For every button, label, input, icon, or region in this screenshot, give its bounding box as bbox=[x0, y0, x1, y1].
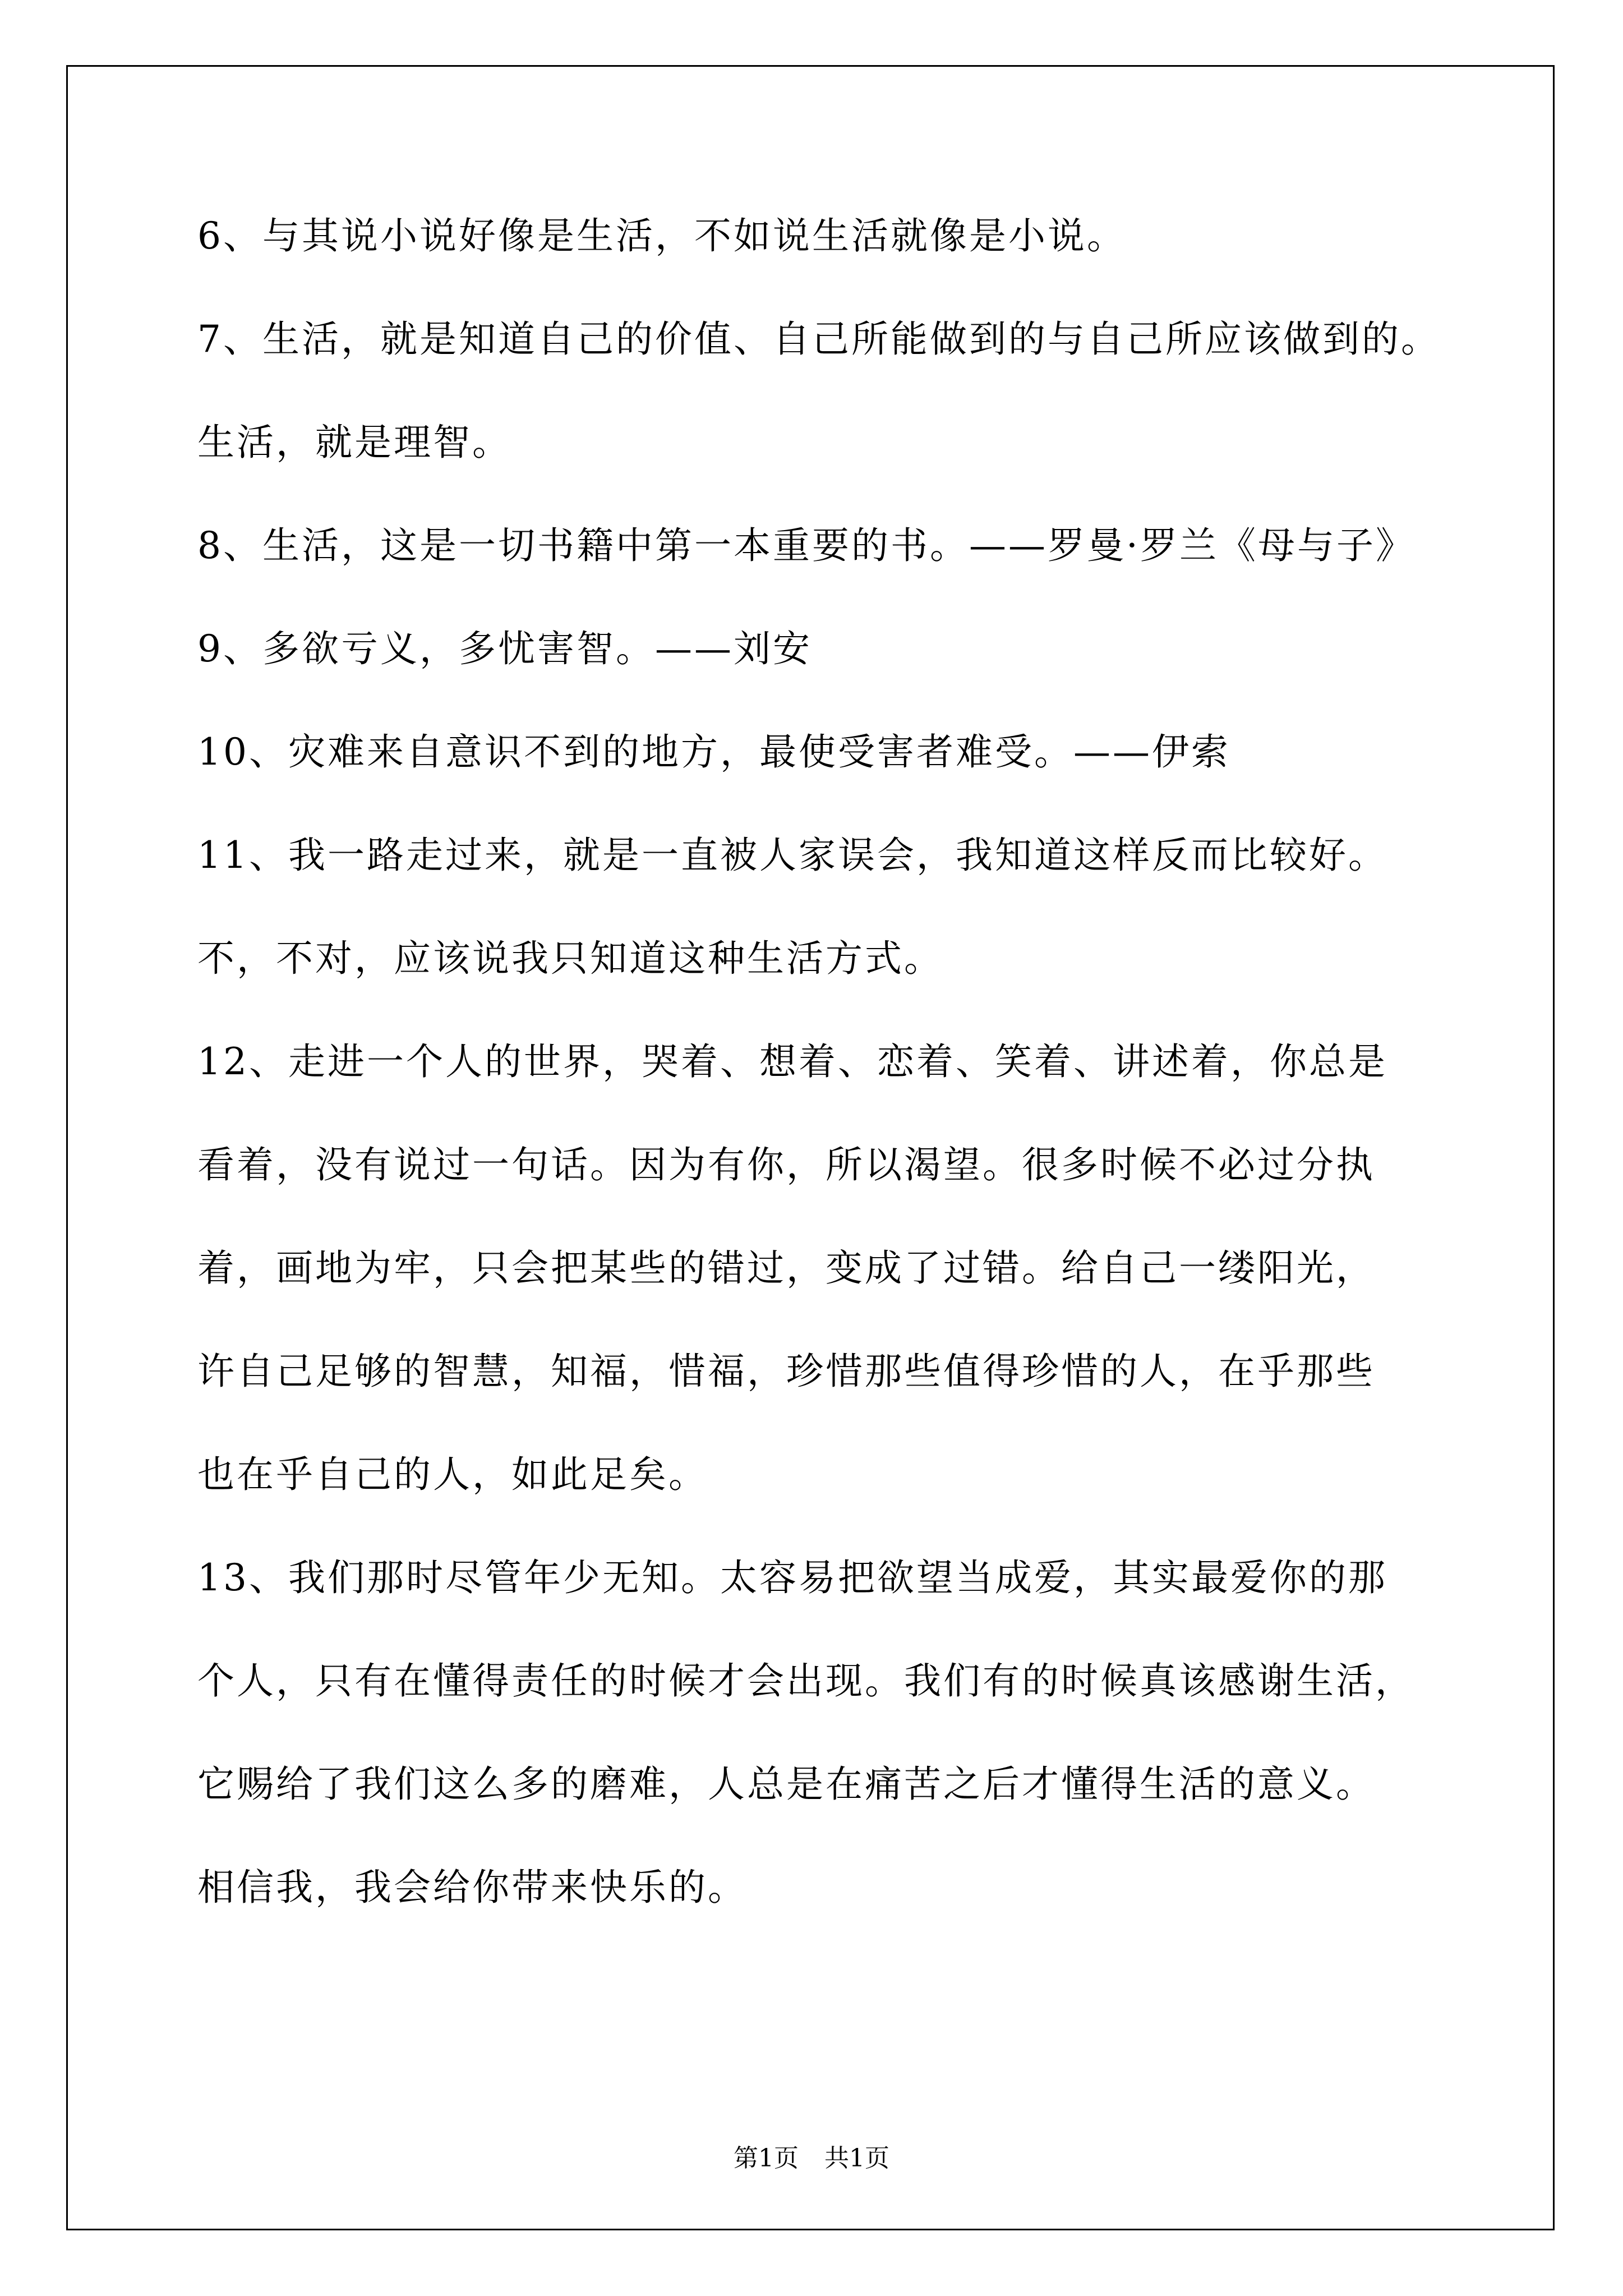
page-number: 第1页 bbox=[734, 2144, 799, 2173]
page-total: 共1页 bbox=[824, 2144, 889, 2173]
text-line: 11、我一路走过来，就是一直被人家误会，我知道这样反而比较好。 bbox=[197, 834, 1387, 877]
text-line: 9、多欲亏义，多忧害智。——刘安 bbox=[197, 627, 812, 670]
text-line: 6、与其说小说好像是生活，不如说生活就像是小说。 bbox=[197, 214, 1126, 257]
text-line: 看着，没有说过一句话。因为有你，所以渴望。很多时候不必过分执 bbox=[197, 1143, 1375, 1186]
text-line: 12、走进一个人的世界，哭着、想着、恋着、笑着、讲述着，你总是 bbox=[197, 1040, 1387, 1083]
text-line: 许自己足够的智慧，知福，惜福，珍惜那些值得珍惜的人，在乎那些 bbox=[197, 1350, 1375, 1393]
text-line: 相信我，我会给你带来快乐的。 bbox=[197, 1866, 747, 1909]
text-line: 8、生活，这是一切书籍中第一本重要的书。——罗曼·罗兰《母与子》 bbox=[197, 524, 1415, 567]
text-line: 个人，只有在懂得责任的时候才会出现。我们有的时候真该感谢生活， bbox=[197, 1659, 1414, 1703]
text-line: 着，画地为牢，只会把某些的错过，变成了过错。给自己一缕阳光， bbox=[197, 1246, 1375, 1290]
text-line: 13、我们那时尽管年少无知。太容易把欲望当成爱，其实最爱你的那 bbox=[197, 1556, 1387, 1599]
text-line: 10、灾难来自意识不到的地方，最使受害者难受。——伊索 bbox=[197, 730, 1230, 774]
text-line: 不，不对，应该说我只知道这种生活方式。 bbox=[197, 937, 943, 980]
text-line: 7、生活，就是知道自己的价值、自己所能做到的与自己所应该做到的。 bbox=[197, 318, 1440, 361]
text-line: 它赐给了我们这么多的磨难，人总是在痛苦之后才懂得生活的意义。 bbox=[197, 1763, 1375, 1806]
text-line: 生活，就是理智。 bbox=[197, 421, 511, 464]
text-line: 也在乎自己的人，如此足矣。 bbox=[197, 1453, 708, 1496]
page-footer bbox=[0, 2146, 1623, 2171]
